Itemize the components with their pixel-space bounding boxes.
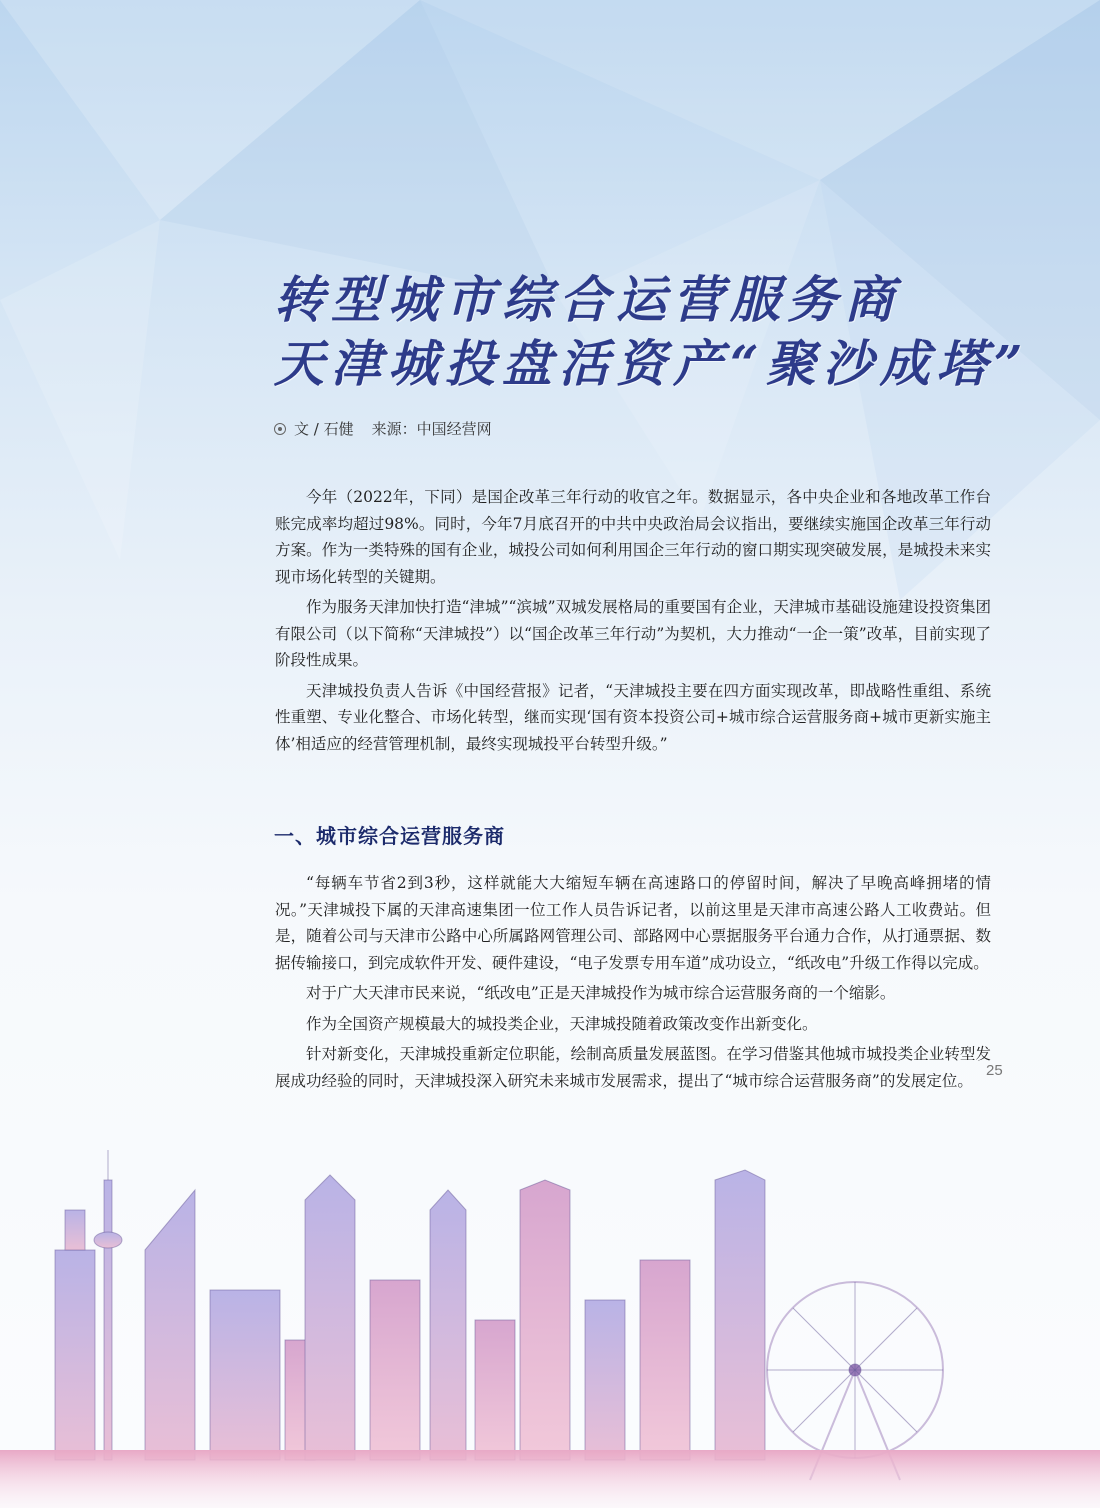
section-heading: 一、城市综合运营服务商 [274, 824, 505, 848]
byline-author: 文 / 石健 [294, 420, 354, 438]
article-title [274, 268, 1034, 396]
section1-text [275, 870, 991, 1098]
city-skyline-illustration [0, 1150, 1100, 1508]
paragraph: 对于广大天津市民来说，“纸改电”正是天津城投作为城市综合运营服务商的一个缩影。 [306, 984, 896, 1002]
intro-text [275, 484, 991, 761]
paragraph: “每辆车节省2到3秒，这样就能大大缩短车辆在高速路口的停留时间，解决了早晚高峰拥堵的情况。”天津城投下属的天津高速集团一位工作人员告诉记者，以前这里是天津市高速公路人工收费站。但是，随着公司与天津市公路中心所属路网管理公司、部路网中心票据服务平台通力合作，从打通票据、数据传输接口，到完成软件开发、硬件建设，“电子发票专用车道”成功设立，“纸改电”升级工作得以完成。 [275, 874, 991, 972]
paragraph: 天津城投负责人告诉《中国经营报》记者，“天津城投主要在四方面实现改革，即战略性重组、系统性重塑、专业化整合、市场化转型，继而实现‘国有资本投资公司+城市综合运营服务商+城市更新实施主体’相适应的经营管理机制，最终实现城投平台转型升级。” [275, 681, 991, 753]
paragraph: 今年（2022年，下同）是国企改革三年行动的收官之年。数据显示，各中央企业和各地改革工作台账完成率均超过98%。同时，今年7月底召开的中共中央政治局会议指出，要继续实施国企改革三年行动方案。作为一类特殊的国有企业，城投公司如何利用国企三年行动的窗口期实现突破发展，是城投未来实现市场化转型的关键期。 [275, 488, 991, 586]
byline [274, 418, 492, 439]
byline-source: 来源：中国经营网 [371, 420, 492, 438]
paragraph: 针对新变化，天津城投重新定位职能，绘制高质量发展蓝图。在学习借鉴其他城市城投类企业转型发展成功经验的同时，天津城投深入研究未来城市发展需求，提出了“城市综合运营服务商”的发展定位。 [275, 1045, 991, 1090]
paragraph: 作为服务天津加快打造“津城”“滨城”双城发展格局的重要国有企业，天津城市基础设施建设投资集团有限公司（以下简称“天津城投”）以“国企改革三年行动”为契机，大力推动“一企一策”改革，目前实现了阶段性成果。 [275, 598, 991, 669]
paragraph: 作为全国资产规模最大的城投类企业，天津城投随着政策改变作出新变化。 [306, 1014, 818, 1033]
title-line-2: 天津城投盘活资产“聚沙成塔” [274, 334, 1030, 393]
title-line-1: 转型城市综合运营服务商 [274, 270, 901, 329]
page-number: 25 [986, 1062, 1003, 1079]
bullet-icon [274, 423, 286, 435]
